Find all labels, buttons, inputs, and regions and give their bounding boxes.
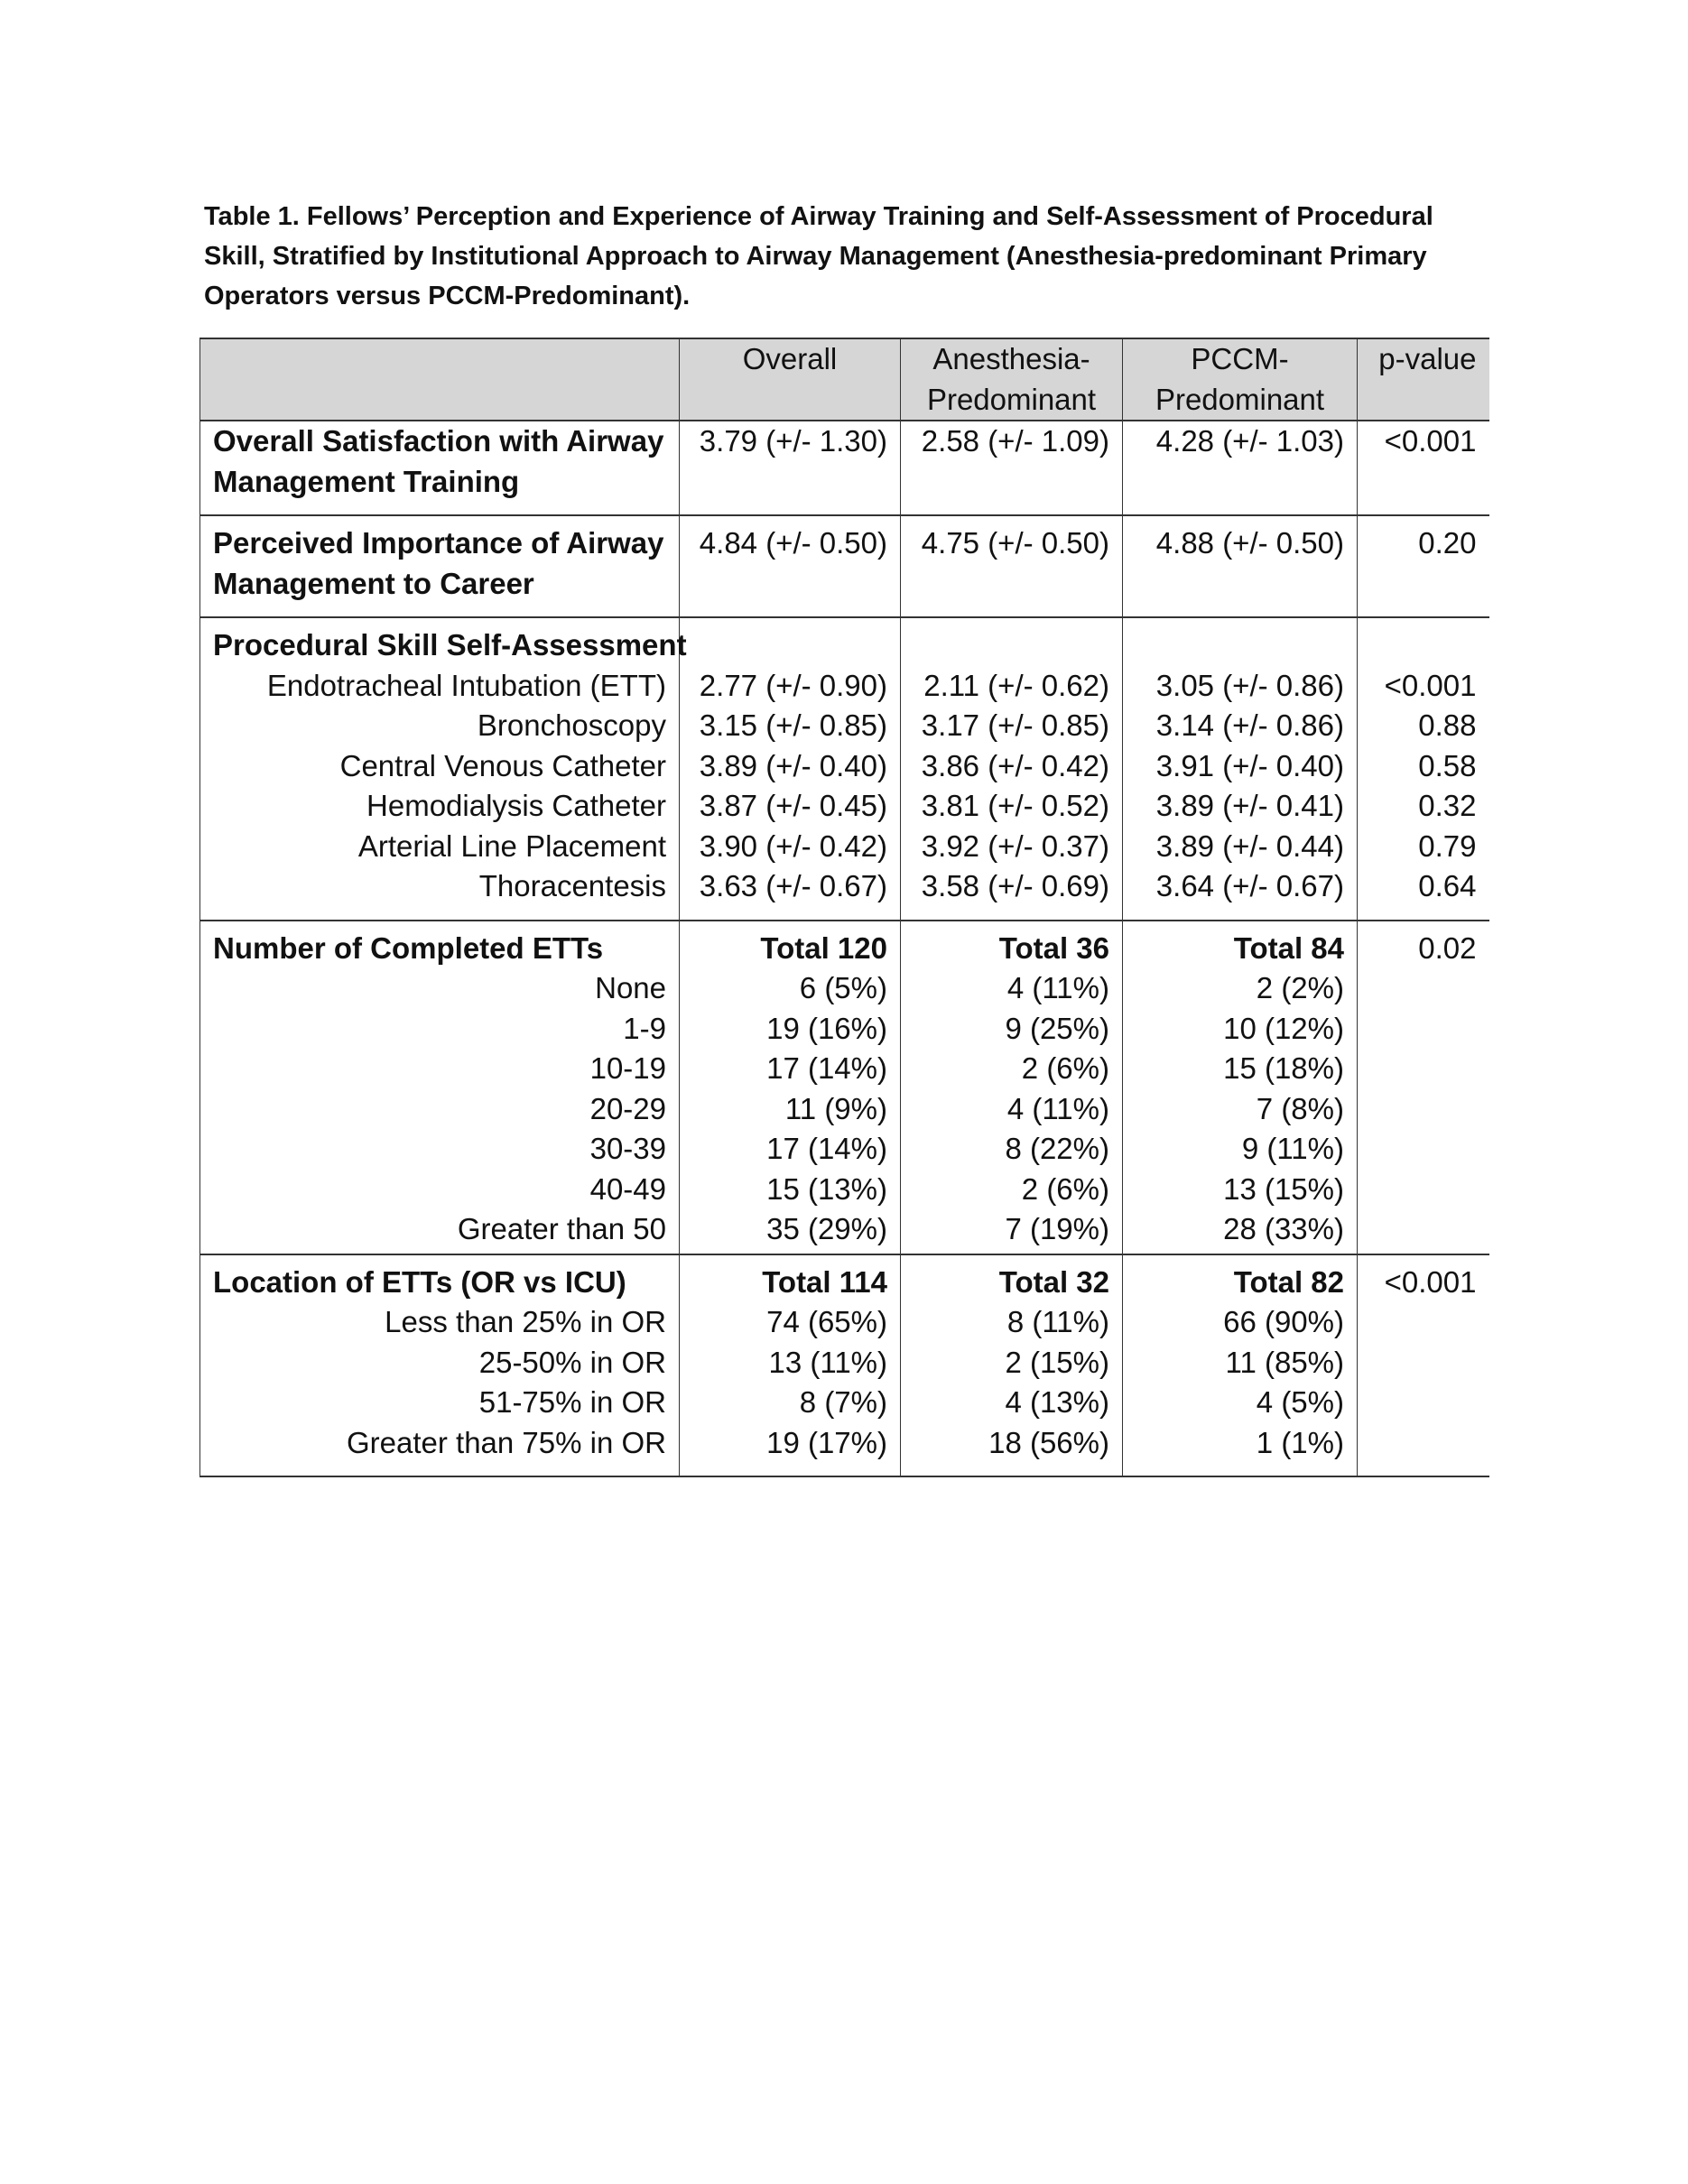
cell-anesthesia: 3.17 (+/- 0.85) xyxy=(901,706,1123,746)
cell-anesthesia: 2 (15%) xyxy=(901,1343,1123,1384)
header-row xyxy=(200,338,1489,421)
cell-overall: 15 (13%) xyxy=(680,1170,901,1210)
cell-pccm: 1 (1%) xyxy=(1123,1423,1358,1477)
total-pccm: Total 82 xyxy=(1123,1254,1358,1303)
section-skill xyxy=(200,617,1489,921)
table-row xyxy=(200,827,1489,867)
header-pccm-line2: Predominant xyxy=(1155,382,1325,416)
cell-pccm: 3.89 (+/- 0.44) xyxy=(1123,827,1358,867)
cell-pvalue: <0.001 xyxy=(1358,1254,1489,1303)
cell-anesthesia: 2.58 (+/- 1.09) xyxy=(901,421,1123,515)
cell-anesthesia: 4.75 (+/- 0.50) xyxy=(901,515,1123,617)
cell-pccm: 3.89 (+/- 0.41) xyxy=(1123,786,1358,827)
row-label-line1: Overall Satisfaction with Airway xyxy=(213,424,664,458)
row-label-line2: Management Training xyxy=(213,464,520,498)
cell-anesthesia: 8 (11%) xyxy=(901,1302,1123,1343)
cell-overall: 35 (29%) xyxy=(680,1209,901,1254)
header-pvalue-text: p-value xyxy=(1378,342,1477,375)
caption-line: Skill, Stratified by Institutional Approach to Airway Management (Anesthesia-predominant Primary xyxy=(204,242,1427,271)
cell-pccm: 4.88 (+/- 0.50) xyxy=(1123,515,1358,617)
row-label: Less than 25% in OR xyxy=(200,1302,680,1343)
section-heading-row xyxy=(200,617,1489,666)
header-pccm xyxy=(1123,338,1358,421)
table-row xyxy=(200,1089,1489,1130)
cell-pccm: 4.28 (+/- 1.03) xyxy=(1123,421,1358,515)
cell-pccm: 28 (33%) xyxy=(1123,1209,1358,1254)
cell-overall: 3.87 (+/- 0.45) xyxy=(680,786,901,827)
section-heading: Number of Completed ETTs xyxy=(200,921,680,969)
total-anesthesia: Total 36 xyxy=(901,921,1123,969)
cell-anesthesia: 3.92 (+/- 0.37) xyxy=(901,827,1123,867)
cell-overall: 17 (14%) xyxy=(680,1129,901,1170)
section-heading: Location of ETTs (OR vs ICU) xyxy=(200,1254,680,1303)
cell-anesthesia: 3.86 (+/- 0.42) xyxy=(901,746,1123,787)
cell-anesthesia: 2 (6%) xyxy=(901,1049,1123,1089)
row-label: None xyxy=(200,968,680,1009)
row-label: Greater than 50 xyxy=(200,1209,680,1254)
header-blank xyxy=(200,338,680,421)
caption-line: Operators versus PCCM-Predominant). xyxy=(204,282,691,310)
cell-pccm: 9 (11%) xyxy=(1123,1129,1358,1170)
cell-pvalue: <0.001 xyxy=(1358,421,1489,515)
row-label: 40-49 xyxy=(200,1170,680,1210)
cell-overall: 2.77 (+/- 0.90) xyxy=(680,666,901,707)
cell-anesthesia: 3.58 (+/- 0.69) xyxy=(901,866,1123,921)
results-table xyxy=(199,338,1489,1477)
section-completed-etts xyxy=(200,921,1489,1254)
row-label: 10-19 xyxy=(200,1049,680,1089)
total-pccm: Total 84 xyxy=(1123,921,1358,969)
cell-pccm: 3.91 (+/- 0.40) xyxy=(1123,746,1358,787)
header-pccm-line1: PCCM- xyxy=(1191,342,1289,375)
row-label: Arterial Line Placement xyxy=(200,827,680,867)
cell-overall: 3.89 (+/- 0.40) xyxy=(680,746,901,787)
cell-overall: 8 (7%) xyxy=(680,1383,901,1423)
cell-pvalue: 0.79 xyxy=(1358,827,1489,867)
row-label: Endotracheal Intubation (ETT) xyxy=(200,666,680,707)
table-row xyxy=(200,515,1489,617)
row-label: 30-39 xyxy=(200,1129,680,1170)
cell-overall: 3.90 (+/- 0.42) xyxy=(680,827,901,867)
cell-anesthesia: 4 (11%) xyxy=(901,1089,1123,1130)
total-anesthesia: Total 32 xyxy=(901,1254,1123,1303)
cell-pccm: 15 (18%) xyxy=(1123,1049,1358,1089)
row-label: 1-9 xyxy=(200,1009,680,1050)
table-row xyxy=(200,1302,1489,1343)
table-row xyxy=(200,666,1489,707)
cell-anesthesia: 9 (25%) xyxy=(901,1009,1123,1050)
cell-pccm: 3.14 (+/- 0.86) xyxy=(1123,706,1358,746)
row-label: 25-50% in OR xyxy=(200,1343,680,1384)
cell-pccm: 2 (2%) xyxy=(1123,968,1358,1009)
cell-anesthesia: 4 (13%) xyxy=(901,1383,1123,1423)
cell-anesthesia: 7 (19%) xyxy=(901,1209,1123,1254)
table-row xyxy=(200,746,1489,787)
cell-overall: 13 (11%) xyxy=(680,1343,901,1384)
cell-pccm: 66 (90%) xyxy=(1123,1302,1358,1343)
row-label: 51-75% in OR xyxy=(200,1383,680,1423)
table-row xyxy=(200,421,1489,515)
section-satisfaction xyxy=(200,421,1489,515)
cell-pccm: 13 (15%) xyxy=(1123,1170,1358,1210)
table-header xyxy=(200,338,1489,421)
header-anesthesia xyxy=(901,338,1123,421)
header-anesthesia-line1: Anesthesia- xyxy=(932,342,1090,375)
row-label: Central Venous Catheter xyxy=(200,746,680,787)
row-label: Bronchoscopy xyxy=(200,706,680,746)
cell-overall: 3.15 (+/- 0.85) xyxy=(680,706,901,746)
table-row xyxy=(200,1049,1489,1089)
cell-overall: 4.84 (+/- 0.50) xyxy=(680,515,901,617)
row-label-line2: Management to Career xyxy=(213,566,534,600)
cell-anesthesia: 3.81 (+/- 0.52) xyxy=(901,786,1123,827)
cell-pccm: 3.05 (+/- 0.86) xyxy=(1123,666,1358,707)
cell-anesthesia: 8 (22%) xyxy=(901,1129,1123,1170)
row-label: Greater than 75% in OR xyxy=(200,1423,680,1477)
cell-pccm: 3.64 (+/- 0.67) xyxy=(1123,866,1358,921)
cell-overall: 3.63 (+/- 0.67) xyxy=(680,866,901,921)
total-overall: Total 114 xyxy=(680,1254,901,1303)
cell-pvalue: 0.88 xyxy=(1358,706,1489,746)
section-location-etts xyxy=(200,1254,1489,1477)
cell-pccm: 4 (5%) xyxy=(1123,1383,1358,1423)
table-row xyxy=(200,968,1489,1009)
table-row xyxy=(200,1383,1489,1423)
cell-overall: 11 (9%) xyxy=(680,1089,901,1130)
table-row xyxy=(200,1009,1489,1050)
section-heading-row xyxy=(200,1254,1489,1303)
cell-pvalue: 0.20 xyxy=(1358,515,1489,617)
cell-overall: 3.79 (+/- 1.30) xyxy=(680,421,901,515)
table-row xyxy=(200,1209,1489,1254)
table-row xyxy=(200,1423,1489,1477)
cell-pccm: 10 (12%) xyxy=(1123,1009,1358,1050)
table-row xyxy=(200,1129,1489,1170)
cell-overall: 6 (5%) xyxy=(680,968,901,1009)
cell-pccm: 11 (85%) xyxy=(1123,1343,1358,1384)
cell-overall: 19 (17%) xyxy=(680,1423,901,1477)
total-overall: Total 120 xyxy=(680,921,901,969)
caption-line: Table 1. Fellows’ Perception and Experience of Airway Training and Self-Assessment of Procedural xyxy=(204,202,1433,231)
header-overall-text: Overall xyxy=(742,342,838,375)
row-label: 20-29 xyxy=(200,1089,680,1130)
row-label: Thoracentesis xyxy=(200,866,680,921)
cell-pccm: 7 (8%) xyxy=(1123,1089,1358,1130)
cell-anesthesia: 2 (6%) xyxy=(901,1170,1123,1210)
cell-pvalue: 0.64 xyxy=(1358,866,1489,921)
table-row xyxy=(200,786,1489,827)
header-overall xyxy=(680,338,901,421)
table-row xyxy=(200,706,1489,746)
cell-anesthesia: 2.11 (+/- 0.62) xyxy=(901,666,1123,707)
header-pvalue xyxy=(1358,338,1489,421)
row-label: Hemodialysis Catheter xyxy=(200,786,680,827)
table-row xyxy=(200,1343,1489,1384)
table-row xyxy=(200,1170,1489,1210)
cell-anesthesia: 18 (56%) xyxy=(901,1423,1123,1477)
table-caption xyxy=(204,197,1495,316)
table-row xyxy=(200,866,1489,921)
section-heading-row xyxy=(200,921,1489,969)
row-label xyxy=(200,515,680,617)
cell-anesthesia: 4 (11%) xyxy=(901,968,1123,1009)
cell-overall: 17 (14%) xyxy=(680,1049,901,1089)
cell-pvalue: <0.001 xyxy=(1358,666,1489,707)
section-importance xyxy=(200,515,1489,617)
header-anesthesia-line2: Predominant xyxy=(926,382,1097,416)
section-heading: Procedural Skill Self-Assessment xyxy=(200,617,680,666)
cell-overall: 19 (16%) xyxy=(680,1009,901,1050)
cell-pvalue: 0.58 xyxy=(1358,746,1489,787)
row-label xyxy=(200,421,680,515)
row-label-line1: Perceived Importance of Airway xyxy=(213,526,664,560)
cell-pvalue: 0.02 xyxy=(1358,921,1489,969)
cell-overall: 74 (65%) xyxy=(680,1302,901,1343)
cell-pvalue: 0.32 xyxy=(1358,786,1489,827)
